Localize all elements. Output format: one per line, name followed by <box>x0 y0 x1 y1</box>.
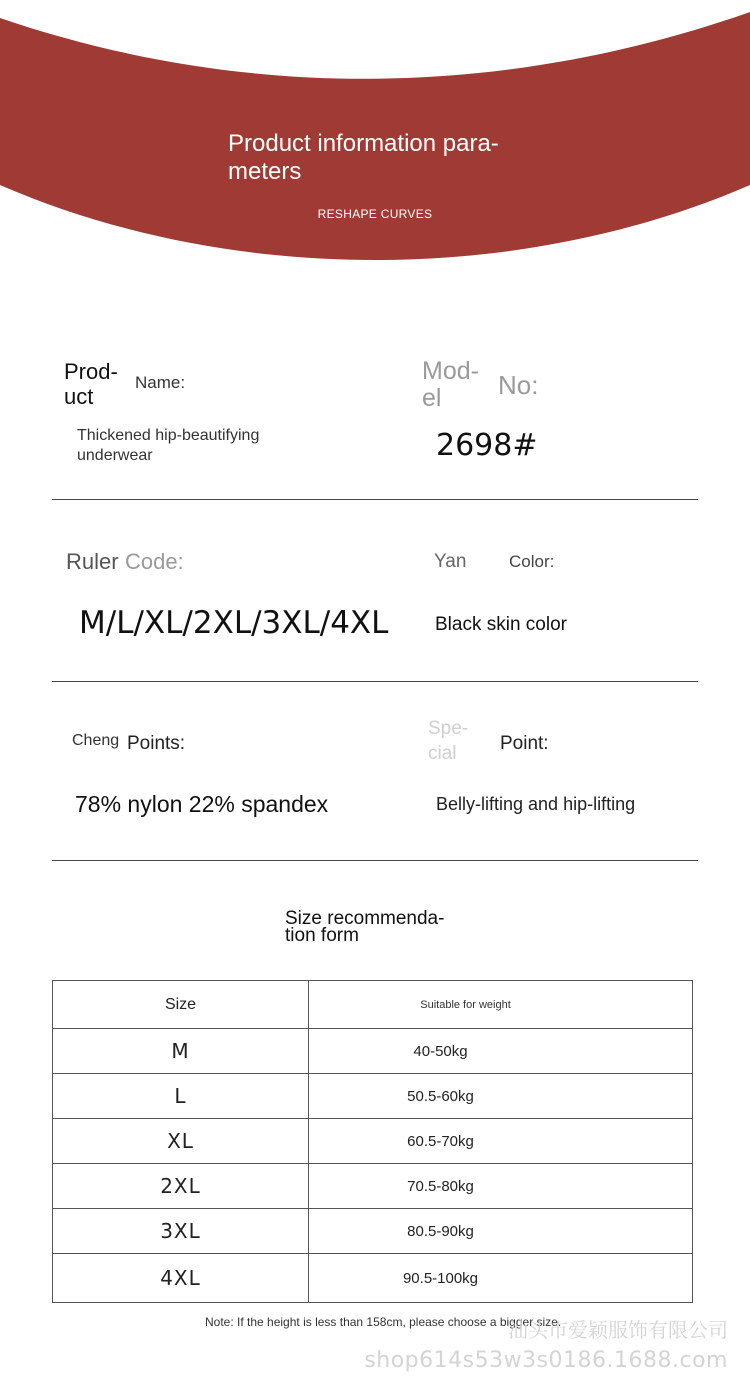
feature-label-b: Point: <box>500 733 549 754</box>
size-recommendation-table <box>52 980 693 1303</box>
composition-value: 78% nylon 22% spandex <box>75 791 329 817</box>
watermark-company: 汕头市爱颖服饰有限公司 <box>508 1318 728 1342</box>
weight-cell: 70.5-80kg <box>309 1164 693 1209</box>
size-cell: M <box>53 1029 309 1074</box>
header-weight: Suitable for weight <box>309 981 693 1029</box>
size-note: Note: If the height is less than 158cm, please choose a bigger size. <box>205 1315 562 1329</box>
header-size: Size <box>53 981 309 1029</box>
composition-label-b: Points: <box>127 733 186 754</box>
product-name-label-a: Prod- uct <box>64 359 118 409</box>
weight-cell: 60.5-70kg <box>309 1119 693 1164</box>
table-row <box>53 1254 693 1303</box>
table-header-row <box>53 981 693 1029</box>
page-title: Product information para- meters <box>228 130 499 185</box>
color-value: Black skin color <box>435 614 567 635</box>
watermark-shop-url: shop614s53w3s0186.1688.com <box>364 1348 728 1373</box>
size-cell: 2XL <box>53 1164 309 1209</box>
table-row <box>53 1119 693 1164</box>
size-cell: 3XL <box>53 1209 309 1254</box>
size-cell: 4XL <box>53 1254 309 1303</box>
table-row <box>53 1074 693 1119</box>
divider-3 <box>52 860 698 861</box>
size-section-title: Size recommenda- tion form <box>285 908 445 946</box>
model-number-label-b: No: <box>498 370 539 400</box>
divider-2 <box>52 681 698 682</box>
model-number-label-a: Mod- el <box>422 357 479 412</box>
product-name-value: Thickened hip-beautifying underwear <box>77 427 260 464</box>
size-cell: L <box>53 1074 309 1119</box>
table-row <box>53 1164 693 1209</box>
color-label-b: Color: <box>509 552 555 571</box>
feature-value: Belly-lifting and hip-lifting <box>436 794 636 814</box>
color-label-a: Yan <box>434 551 467 572</box>
page-subtitle: RESHAPE CURVES <box>317 207 433 221</box>
weight-cell: 50.5-60kg <box>309 1074 693 1119</box>
divider-1 <box>52 499 698 500</box>
size-code-value: M/L/XL/2XL/3XL/4XL <box>79 605 389 641</box>
composition-label-a: Cheng <box>72 732 120 749</box>
weight-cell: 80.5-90kg <box>309 1209 693 1254</box>
weight-cell: 90.5-100kg <box>309 1254 693 1303</box>
size-cell: XL <box>53 1119 309 1164</box>
table-row <box>53 1209 693 1254</box>
product-name-label-b: Name: <box>135 373 186 392</box>
feature-label-a: Spe- cial <box>428 718 469 764</box>
size-code-label-b: Code: <box>125 549 184 574</box>
weight-cell: 40-50kg <box>309 1029 693 1074</box>
size-code-label-a: Ruler <box>66 549 119 574</box>
model-number-value: 2698# <box>436 428 538 463</box>
table-row <box>53 1029 693 1074</box>
